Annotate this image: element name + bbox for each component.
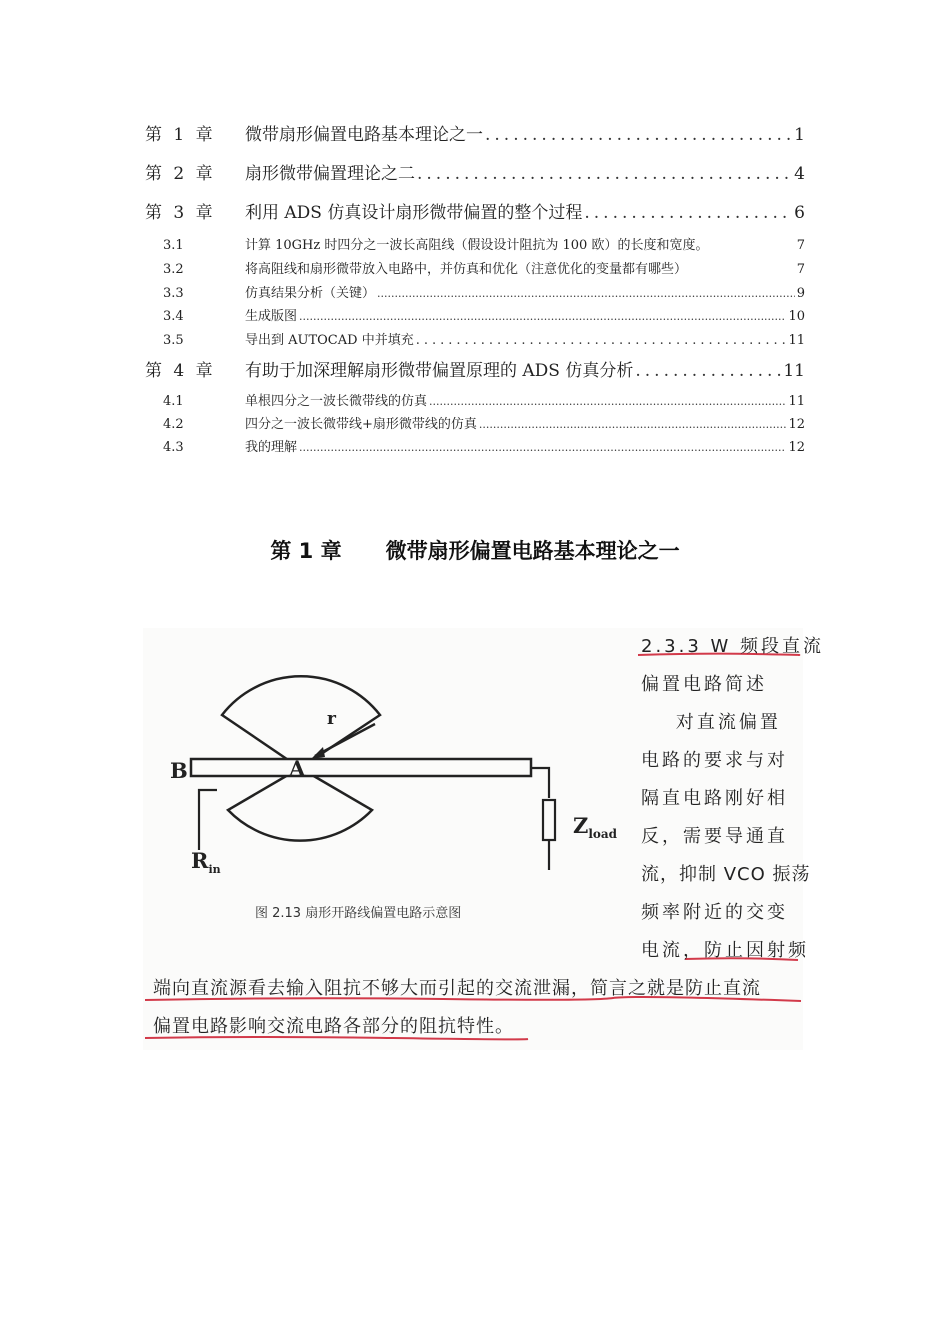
toc-entry-title: 利用 ADS 仿真设计扇形微带偏置的整个过程 [245, 203, 583, 223]
toc-entry-number: 3.3 [163, 286, 184, 301]
toc-entry-title: 微带扇形偏置电路基本理论之一 [245, 125, 483, 145]
bottom-text-line: 偏置电路影响交流电路各部分的阻抗特性。 [153, 1016, 514, 1037]
toc-entry-title: 我的理解 [245, 440, 298, 455]
toc-entry-page: 12 [788, 440, 805, 455]
toc-entry-section-4-1[interactable] [145, 390, 805, 409]
toc-entry-page: 12 [788, 417, 805, 432]
toc-entry-title: 计算 10GHz 时四分之一波长高阻线（假设设计阻抗为 100 欧）的长度和宽度。 [245, 238, 709, 253]
label-z-load [573, 813, 617, 841]
toc-entry-page: 6 [794, 203, 805, 223]
toc-entry-title: 仿真结果分析（关键） [245, 286, 376, 301]
bottom-text-line: 端向直流源看去输入阻抗不够大而引起的交流泄漏，简言之就是防止直流 [153, 978, 761, 999]
toc-leader-dots [584, 203, 792, 223]
toc-entry-number: 第 4 章 [145, 361, 213, 381]
scanned-figure [143, 628, 825, 1050]
label-a: A [289, 756, 306, 781]
toc-entry-page: 7 [796, 262, 805, 277]
toc-entry-page: 7 [796, 238, 805, 253]
toc-entry-title: 扇形微带偏置理论之二 [245, 164, 415, 184]
toc-entry-number: 3.4 [163, 309, 184, 324]
toc-entry-section-4-2[interactable] [145, 413, 805, 432]
microstrip-line [191, 759, 531, 776]
label-z: Z [573, 813, 589, 838]
toc-entry-number: 3.1 [163, 238, 184, 253]
toc-entry-page: 4 [794, 164, 805, 184]
toc-entry-chapter-1[interactable] [145, 120, 805, 145]
side-text-line: 隔直电路刚好相 [641, 788, 788, 809]
input-impedance-bracket [199, 790, 217, 850]
side-text-line: 电路的要求与对 [641, 750, 788, 771]
toc-entry-page: 11 [783, 361, 805, 381]
toc-entry-title: 将高阻线和扇形微带放入电路中，并仿真和优化（注意优化的变量都有哪些） [245, 262, 688, 277]
radius-arrow-head [311, 747, 325, 759]
toc-entry-chapter-4[interactable] [145, 356, 805, 381]
toc-entry-number: 4.3 [163, 440, 184, 455]
toc-entry-page: 11 [788, 333, 805, 348]
toc-entry-section-3-4[interactable] [145, 305, 805, 324]
toc-entry-number: 4.2 [163, 417, 184, 432]
upper-radial-stub [222, 676, 380, 768]
toc-entry-number: 第 3 章 [145, 203, 213, 223]
toc-entry-number: 3.2 [163, 262, 184, 277]
toc-leader-dots [377, 287, 795, 300]
side-text-line: 对直流偏置 [641, 712, 781, 733]
radius-arrow [315, 724, 375, 756]
toc-entry-title: 导出到 AUTOCAD 中并填充 [245, 333, 414, 348]
side-text-line: 频率附近的交变 [641, 902, 788, 923]
toc-entry-chapter-2[interactable] [145, 159, 805, 184]
toc-entry-title: 单根四分之一波长微带线的仿真 [245, 394, 428, 409]
label-r-in: R [191, 848, 209, 873]
load-resistor [543, 800, 555, 840]
label-z-sub: load [588, 827, 618, 842]
side-text-line: 偏置电路简述 [641, 674, 767, 695]
toc-leader-dots [416, 333, 787, 348]
toc-entry-section-3-3[interactable] [145, 282, 805, 301]
toc-entry-page: 9 [796, 286, 805, 301]
toc-entry-number: 第 2 章 [145, 164, 213, 184]
toc-leader-dots [429, 395, 786, 408]
chapter-number: 第 1 章 [270, 539, 342, 563]
toc-entry-number: 第 1 章 [145, 125, 213, 145]
toc-leader-dots [635, 361, 781, 381]
side-text-line: 反，需要导通直 [641, 826, 788, 847]
side-text-line: 2.3.3 W 频段直流 [641, 636, 825, 657]
toc-entry-section-4-3[interactable] [145, 436, 805, 455]
toc-entry-number: 4.1 [163, 394, 184, 409]
figure-caption: 图 2.13 扇形开路线偏置电路示意图 [255, 906, 462, 921]
label-b: B [170, 758, 188, 783]
toc-entry-section-3-5[interactable] [145, 329, 805, 348]
toc-entry-title: 有助于加深理解扇形微带偏置原理的 ADS 仿真分析 [245, 361, 634, 381]
toc-entry-page: 10 [788, 309, 805, 324]
label-rin-sub: in [208, 863, 221, 877]
side-text-line: 流，抑制 VCO 振荡 [641, 864, 811, 885]
chapter-heading [0, 535, 950, 565]
toc-entry-title: 生成版图 [245, 309, 298, 324]
toc-leader-dots [299, 310, 786, 323]
chapter-title: 微带扇形偏置电路基本理论之一 [385, 539, 680, 563]
toc-entry-title: 四分之一波长微带线+扇形微带线的仿真 [245, 417, 477, 432]
toc-entry-page: 1 [794, 125, 805, 145]
toc-leader-dots [479, 418, 787, 431]
toc-entry-page: 11 [788, 394, 805, 409]
load-wire-top [531, 768, 549, 798]
toc-entry-section-3-2[interactable] [145, 258, 805, 277]
toc-leader-dots [299, 441, 786, 454]
side-text-line: 电流，防止因射频 [641, 940, 809, 961]
toc-entry-section-3-1[interactable] [145, 234, 805, 253]
toc-leader-dots [417, 164, 792, 184]
label-r: r [327, 709, 336, 729]
toc-entry-chapter-3[interactable] [145, 198, 805, 223]
label-rin [191, 848, 221, 876]
toc-entry-number: 3.5 [163, 333, 184, 348]
toc-leader-dots [485, 125, 792, 145]
